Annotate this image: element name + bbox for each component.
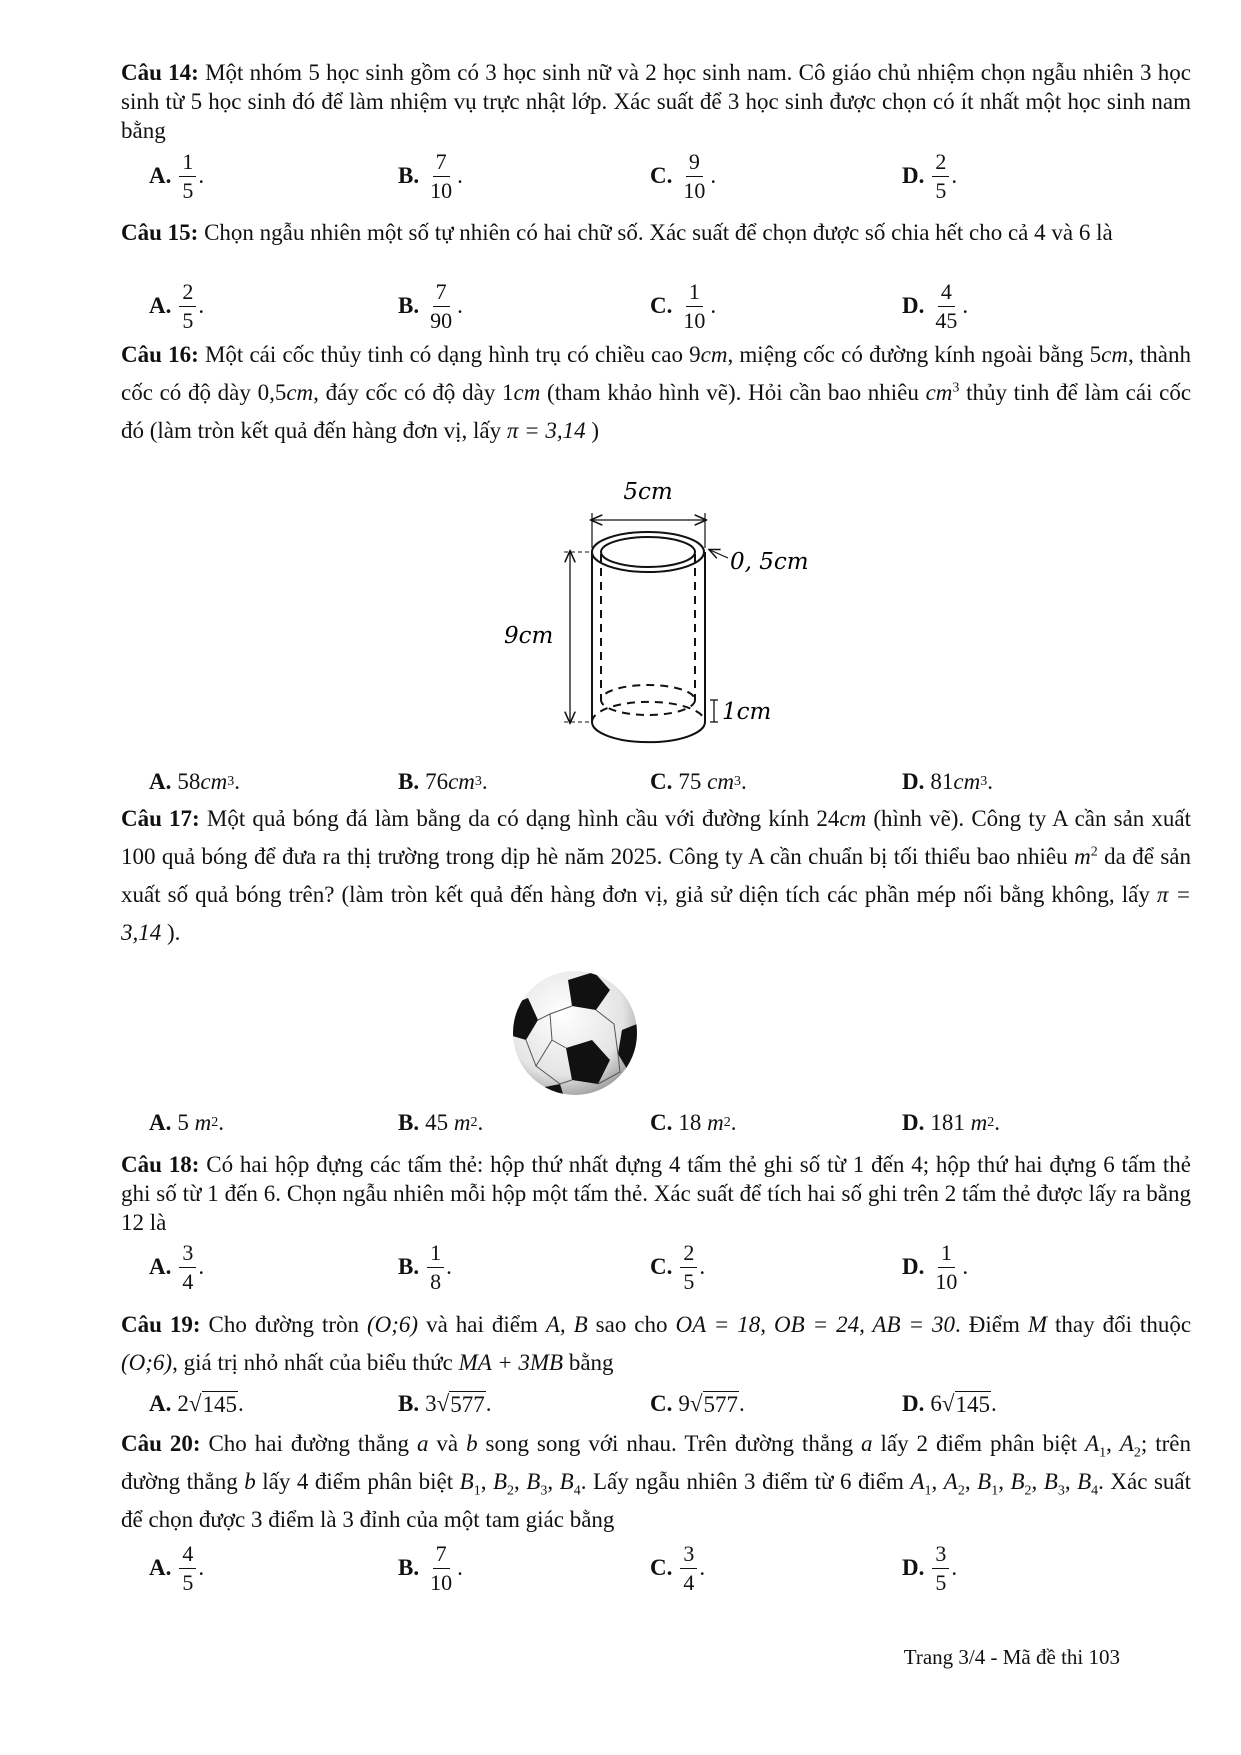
fraction: $\frac{7}{10}$ <box>430 148 453 203</box>
option-a[interactable]: A. $\frac{2}{5}$ . <box>149 278 205 333</box>
option-d[interactable]: D. 6 √ 145 . <box>902 1391 997 1417</box>
inner-bottom <box>601 685 695 715</box>
option-b[interactable]: B. 3 √ 577 . <box>398 1391 492 1417</box>
option-b[interactable]: B. 45 m 2 . <box>398 1110 484 1135</box>
option-b[interactable]: B. $\frac{7}{10}$ . <box>398 148 463 203</box>
option-d[interactable]: D. 181 m 2 . <box>902 1110 1000 1135</box>
page-footer: Trang 3/4 - Mã đề thi 103 <box>903 1645 1120 1669</box>
fraction: $\frac{3}{5}$ <box>932 1541 949 1596</box>
glass-cylinder-figure <box>504 470 820 750</box>
question-label: Câu 18: <box>121 1152 200 1177</box>
fraction: $\frac{1}{5}$ <box>179 149 196 204</box>
options-17 <box>0 1093 1241 1153</box>
question-18 <box>121 1150 1191 1237</box>
question-19: Câu 19: Cho đường tròn (O;6) và hai điểm A, B sao cho OA = 18, OB = 24, AB = 30. Điểm M thay đổi thuộc (O;6), giá trị nhỏ nhất của biểu thức MA + 3MB bằng <box>121 1312 1192 1375</box>
question-15 <box>121 218 1191 247</box>
question-20: Câu 20: Cho hai đường thẳng a và b song song với nhau. Trên đường thẳng a lấy 2 điểm phân biệt $A_1$, $A_2$; trên đường thẳng b lấy 4 điểm phân biệt $B_1$, $B_2$, $B_3$, $B_4$. Lấy ngẫu nhiên 3 điểm từ 6 điểm $A_1$, $A_2$, $B_1$, $B_2$, $B_3$, $B_4$. Xác suất để chọn được 3 điểm là 3 đỉnh của một tam giác bằng <box>121 1431 1192 1532</box>
question-label: Câu 14: <box>121 60 199 85</box>
question-text: Một nhóm 5 học sinh gồm có 3 học sinh nữ và 2 học sinh nam. Cô giáo chủ nhiệm chọn ngẫu nhiên 3 học sinh từ 5 học sinh đó để làm nhiệm vụ trực nhật lớp. Xác suất để 3 học sinh được chọn có ít nhất một học sinh nam bằng <box>121 60 1192 143</box>
options-15 <box>0 276 1241 336</box>
option-d[interactable]: D. $\frac{1}{10}$ . <box>902 1239 969 1294</box>
option-b[interactable]: B. $\frac{7}{90}$ . <box>398 278 463 333</box>
option-d[interactable]: D. 81 cm 3 . <box>902 769 993 794</box>
height-label: 9cm <box>504 623 554 649</box>
option-c[interactable]: C. $\frac{9}{10}$ . <box>650 148 717 203</box>
option-a[interactable]: A. 58 cm 3 . <box>149 769 240 794</box>
fraction: $\frac{4}{45}$ <box>935 278 958 333</box>
fraction: $\frac{4}{5}$ <box>179 1541 196 1596</box>
question-label: Câu 17: <box>121 806 200 831</box>
question-14 <box>121 58 1191 145</box>
option-c[interactable]: C. 75 cm 3 . <box>650 769 747 794</box>
option-a[interactable]: A. $\frac{3}{4}$ . <box>149 1239 205 1294</box>
fraction: $\frac{7}{90}$ <box>430 278 453 333</box>
question-label: Câu 15: <box>121 220 199 245</box>
fraction: $\frac{2}{5}$ <box>680 1240 697 1295</box>
question-text: Có hai hộp đựng các tấm thẻ: hộp thứ nhất đựng 4 tấm thẻ ghi số từ 1 đến 4; hộp thứ hai đựng 6 tấm thẻ ghi số từ 1 đến 6. Chọn ngẫu nhiên mỗi hộp một tấm thẻ. Xác suất để tích hai số ghi trên 2 tấm thẻ được lấy ra bằng 12 là <box>121 1152 1191 1235</box>
option-a[interactable]: A. $\frac{4}{5}$ . <box>149 1540 205 1595</box>
option-c[interactable]: C. $\frac{1}{10}$ . <box>650 278 717 333</box>
option-b[interactable]: B. $\frac{7}{10}$ . <box>398 1540 463 1595</box>
fraction: $\frac{7}{10}$ <box>430 1540 453 1595</box>
options-18 <box>0 1237 1241 1297</box>
base-label: 1cm <box>722 699 772 725</box>
option-b[interactable]: B. 76 cm 3 . <box>398 769 488 794</box>
question-label: Câu 19: <box>121 1312 201 1337</box>
soccer-ball-figure <box>510 968 640 1098</box>
diameter-label: 5cm <box>623 479 673 505</box>
fraction: $\frac{1}{10}$ <box>683 278 706 333</box>
option-c[interactable]: C. $\frac{3}{4}$ . <box>650 1540 706 1595</box>
option-d[interactable]: D. $\frac{3}{5}$ . <box>902 1540 958 1595</box>
option-a[interactable]: A. 5 m 2 . <box>149 1110 224 1135</box>
options-20 <box>0 1538 1241 1598</box>
fraction: $\frac{2}{5}$ <box>932 149 949 204</box>
option-b[interactable]: B. $\frac{1}{8}$ . <box>398 1239 452 1294</box>
fraction: $\frac{9}{10}$ <box>683 148 706 203</box>
fraction: $\frac{1}{8}$ <box>427 1240 444 1295</box>
option-a[interactable]: A. 2 √ 145 . <box>149 1391 244 1417</box>
question-text: Chọn ngẫu nhiên một số tự nhiên có hai chữ số. Xác suất để chọn được số chia hết cho cả 4 và 6 là <box>204 220 1113 245</box>
question-label: Câu 20: <box>121 1431 201 1456</box>
option-c[interactable]: C. 9 √ 577 . <box>650 1391 745 1417</box>
wall-label: 0, 5cm <box>730 549 809 575</box>
option-c[interactable]: C. $\frac{2}{5}$ . <box>650 1239 706 1294</box>
fraction: $\frac{1}{10}$ <box>935 1239 958 1294</box>
option-d[interactable]: D. $\frac{2}{5}$ . <box>902 148 958 203</box>
option-d[interactable]: D. $\frac{4}{45}$ . <box>902 278 969 333</box>
options-14 <box>0 146 1241 206</box>
fraction: $\frac{3}{4}$ <box>179 1240 196 1295</box>
question-label: Câu 16: <box>121 342 199 367</box>
option-c[interactable]: C. 18 m 2 . <box>650 1110 737 1135</box>
fraction: $\frac{2}{5}$ <box>179 279 196 334</box>
option-a[interactable]: A. $\frac{1}{5}$ . <box>149 148 205 203</box>
rim-inner <box>601 537 695 567</box>
question-16: Câu 16: Một cái cốc thủy tinh có dạng hình trụ có chiều cao 9cm, miệng cốc có đường kính ngoài bằng 5cm, thành cốc có độ dày 0,5cm, đáy cốc có độ dày 1cm (tham khảo hình vẽ). Hỏi cần bao nhiêu $cm^3$ thủy tinh để làm cái cốc đó (làm tròn kết quả đến hàng đơn vị, lấy π = 3,14 ) <box>121 342 1192 443</box>
fraction: $\frac{3}{4}$ <box>680 1541 697 1596</box>
question-17: Câu 17: Một quả bóng đá làm bằng da có dạng hình cầu với đường kính 24cm (hình vẽ). Công ty A cần sản xuất 100 quả bóng để đưa ra thị trường trong dịp hè năm 2025. Công ty A cần chuẩn bị tối thiểu bao nhiêu $m^2$ da để sản xuất số quả bóng trên? (làm tròn kết quả đến hàng đơn vị, giả sử diện tích các phần mép nối bằng không, lấy π = 3,14 ). <box>121 806 1192 945</box>
